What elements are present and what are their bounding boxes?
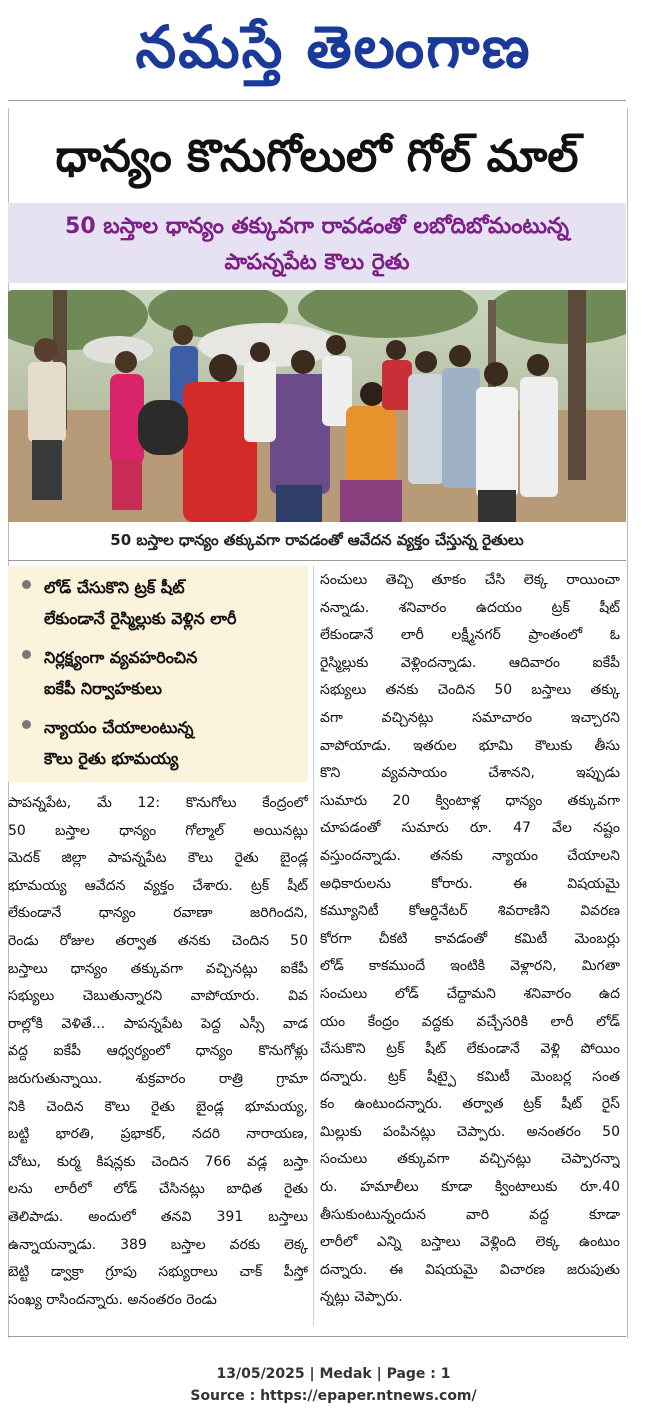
article-line: సంచులు తెచ్చి తూకం చేసి లెక్క రాయించా [320, 572, 620, 588]
photo-caption: 50 బస్తాల ధాన్యం తక్కువగా రావడంతో ఆవేదన వ్యక్తం చేస్తున్న రైతులు [110, 531, 524, 549]
article-line: చేసుకొని ట్రక్ షీట్ లేకుండానే వెళ్లి పోయిం [320, 1041, 620, 1058]
headline: ధాన్యం కొనుగోలులో గోల్ మాల్ [55, 131, 579, 182]
article-line: దన్నారు. ట్రక్ షీట్పై కమిటీ మెంబర్ల సంత [320, 1068, 620, 1085]
article-line: నికి చెందిన కౌలు రైతు బైండ్ల భూమయ్య, [8, 1098, 308, 1115]
article-line: సంఖ్య రాసిందన్నారు. అనంతరం రెండు [8, 1291, 217, 1308]
bullet-icon [22, 720, 31, 729]
article-line: బెట్టి డ్వాక్రా గ్రూపు సభ్యురాలు చాక్ పీస్తో [8, 1264, 308, 1281]
footer-divider [8, 1336, 626, 1337]
article-line: బస్తాలు ధాన్యం తక్కువగా వచ్చినట్లు ఐకేపీ [8, 960, 308, 977]
article-line: దన్నారు. ఈ విషయమై విచారణ జరుపుతు [320, 1261, 620, 1278]
article-line: ఉన్నాయన్నాడు. 389 బస్తాల వరకు లెక్క [8, 1236, 308, 1253]
article-line: కం ఉంటుందన్నారు. తర్వాత ట్రక్ షీట్ రైస్ [320, 1096, 620, 1113]
bullet-icon [22, 650, 31, 659]
article-line: 50 బస్తాల ధాన్యం గోల్మాల్ అయినట్లు [8, 822, 308, 839]
article-line: వాపోయాడు. ఇతరుల భూమి కౌలుకు తీసు [320, 737, 620, 754]
article-line: రెండు రోజుల తర్వాత తనకు చెందిన 50 [8, 932, 308, 949]
highlights-box [8, 566, 308, 782]
article-column-left [8, 790, 308, 1314]
article-line: యం కేంద్రం వద్దకు వచ్చేసరికి లారీ లోడ్ [320, 1013, 620, 1030]
subheadline-line: 50 బస్తాల ధాన్యం తక్కువగా రావడంతో లబోదిబోమంటున్న [65, 214, 569, 239]
footer-source: Source : https://epaper.ntnews.com/ [190, 1388, 477, 1404]
news-photo [8, 290, 626, 522]
article-line: లేకుండానే లారీ లక్ష్మీనగర్ ప్రాంతంలో ఓ [320, 627, 620, 644]
article-line: వద్ద ఐకేపీ ఆధ్వర్యంలో ధాన్యం కొనుగోళ్లు [8, 1043, 308, 1060]
article-line: మెదక్ జిల్లా పాపన్నపేట కౌలు రైతు బైండ్ల [8, 850, 308, 867]
article-line: న్నట్లు చెప్పారు. [320, 1289, 403, 1306]
article-line: పాపన్నపేట, మే 12: కొనుగోలు కేంద్రంలో [8, 795, 308, 811]
highlight-line: నిర్లక్ష్యంగా వ్యవహరించిన [44, 648, 198, 667]
column-divider [313, 566, 314, 1326]
article-line: తెలిపాడు. అందులో తనవి 391 బస్తాలు [8, 1208, 308, 1225]
article-line: రాల్లోకి వెళితే... పాపన్నపేట పెద్ద ఎస్సీ వాడ [8, 1015, 308, 1032]
article-line: జరుగుతున్నాయి. శుక్రవారం రాత్రి గ్రామా [8, 1070, 308, 1087]
highlight-line: ఐకేపీ నిర్వాహకులు [44, 679, 162, 698]
article-line: సభ్యులు చెబుతున్నారని వాపోయారు. వివ [8, 988, 308, 1005]
article-line: సభ్యులు తనకు చెందిన 50 బస్తాలు తక్కు [320, 682, 620, 699]
highlight-line: లోడ్ చేసుకొని ట్రక్ షీట్ [44, 578, 185, 597]
article-line: వస్తుందన్నాడు. తనకు న్యాయం చేయాలని [320, 847, 620, 864]
article-line: లారీలో ఎన్ని బస్తాలు వెళ్లింది లెక్క ఉంటుం [320, 1234, 620, 1251]
bullet-icon [22, 580, 31, 589]
article-line: వగా వచ్చినట్లు సమాచారం ఇచ్చారని [320, 709, 620, 726]
subheadline-line: పాపన్నపేట కౌలు రైతు [224, 250, 410, 275]
article-line: కొని వ్యవసాయం చేశానని, ఇప్పుడు [320, 765, 620, 782]
article-line: చూపడంతో సుమారు రూ. 47 వేల నష్టం [320, 820, 620, 837]
article-line: కమ్యూనిటీ కోఆర్డినేటర్ శివరాణిని వివరణ [320, 903, 620, 920]
article-line: నన్నాడు. శనివారం ఉదయం ట్రక్ షీట్ [320, 599, 620, 616]
article-line: సంచులు తక్కువగా వచ్చినట్లు చెప్పారన్నా [320, 1151, 620, 1168]
article-line: లను లారీలో లోడ్ చేసినట్లు బాధిత రైతు [8, 1181, 308, 1198]
article-line: రు. హమాలీలు కూడా క్వింటాలుకు రూ.40 [320, 1179, 620, 1196]
article-line: లేకుండానే ధాన్యం రవాణా జరిగిందని, [8, 905, 308, 922]
article-line: అధికారులను కోరారు. ఈ విషయమై [320, 875, 620, 892]
article-column-right [320, 567, 620, 1312]
caption-divider [8, 560, 626, 561]
masthead-divider [8, 100, 626, 101]
article-line: రైస్మిల్లుకు వెళ్లిందన్నాడు. ఆదివారం ఐకేపీ [320, 654, 620, 671]
highlight-line: కౌలు రైతు భూమయ్య [44, 749, 179, 768]
article-line: భూమయ్య ఆవేదన వ్యక్తం చేశారు. ట్రక్ షీట్ [8, 877, 308, 894]
masthead-logo: నమస్తే తెలంగాణ [135, 13, 532, 81]
article-line: సుమారు 20 క్వింటాళ్ల ధాన్యం తక్కువగా [320, 792, 620, 809]
highlight-item [22, 712, 300, 774]
article-line: కోరగా చీకటి కావడంతో కమిటీ మెంబర్లు [320, 930, 620, 947]
article-line: తీసుకుంటున్నందున వారి వద్ద కూడా [320, 1206, 620, 1223]
article-line: బట్టి భారతి, ప్రభాకర్, నదరి నారాయణ, [8, 1126, 308, 1143]
highlight-line: న్యాయం చేయాలంటున్న [44, 718, 194, 737]
article-line: లోడ్ కాకముందే ఇంటికి వెళ్లారని, మిగతా [320, 958, 620, 975]
article-line: చోటు, కుర్మ కిషన్లకు చెందిన 766 వడ్ల బస్తా [8, 1153, 308, 1170]
article-line: సంచులు లోడ్ చేద్దామని శనివారం ఉద [320, 985, 620, 1002]
subheadline [8, 203, 626, 283]
highlight-item [22, 642, 300, 704]
footer-date-edition: 13/05/2025 | Medak | Page : 1 [216, 1366, 451, 1382]
article-line: మిల్లుకు పంపినట్లు చెప్పారు. అనంతరం 50 [320, 1123, 620, 1140]
highlight-line: లేకుండానే రైస్మిల్లుకు వెళ్లిన లారీ [44, 609, 237, 628]
highlight-item [22, 572, 300, 634]
